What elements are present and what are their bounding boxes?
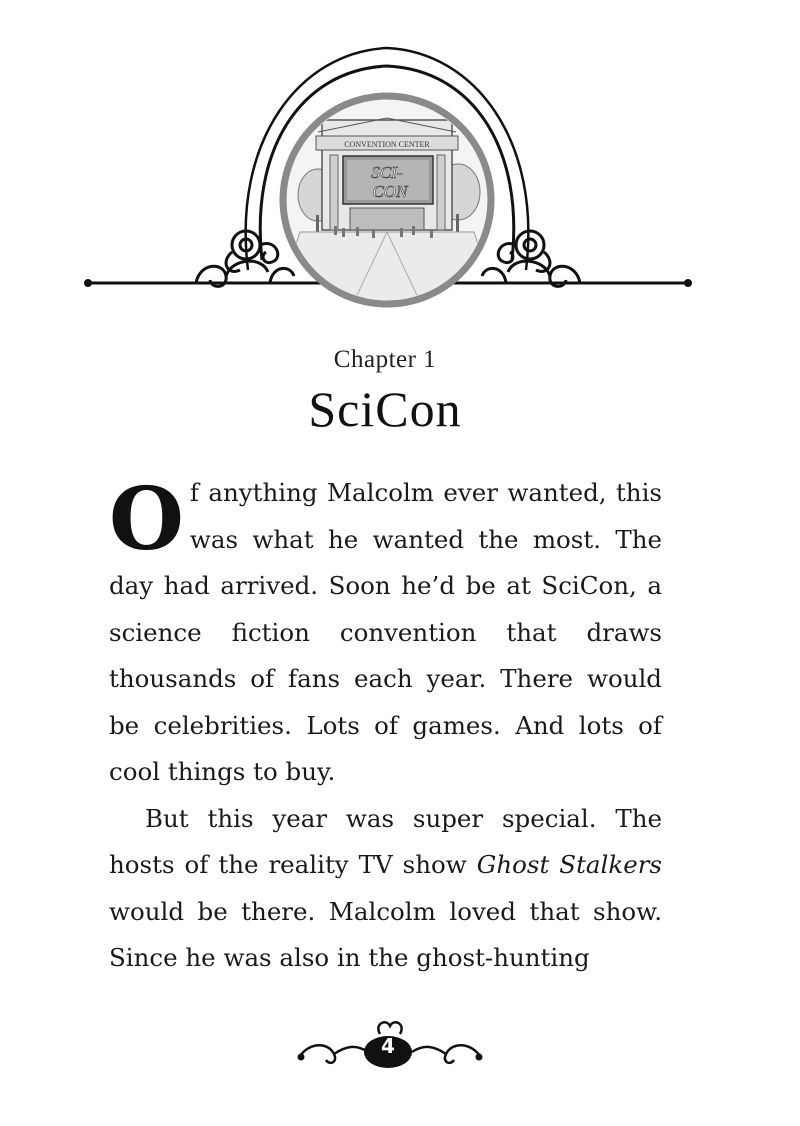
chapter-title: SciCon [308,381,462,437]
page-number: 4 [381,1034,395,1058]
convention-center-sign: CONVENTION CENTER [344,140,430,149]
screen-text-line-2: CON [372,182,408,201]
chapter-body [109,470,662,982]
paragraph-2-text-end: would be there. Malcolm loved that show. Since he was also in the ghost-hunting [109,896,662,972]
paragraph-1 [109,470,662,796]
chapter-header-illustration [0,0,800,310]
paragraph-1-text: f anything Malcolm ever wanted, this was what he wanted the most. The day had arrived. Soon he’d be at SciCon, a science fiction convention that draws thousands of fans each year. There would be celebrities. Lots of games. And lots of cool things to buy. [109,478,662,786]
screen-text-line-1: SCI- [371,163,403,182]
chapter-number: Chapter 1 [333,346,437,373]
drop-cap: O [109,469,184,570]
paragraph-2 [109,796,662,982]
show-title-italic: Ghost Stalkers [476,850,662,879]
paragraph-2-text-start: But this year was super special. The hosts of the reality TV show [109,803,662,879]
